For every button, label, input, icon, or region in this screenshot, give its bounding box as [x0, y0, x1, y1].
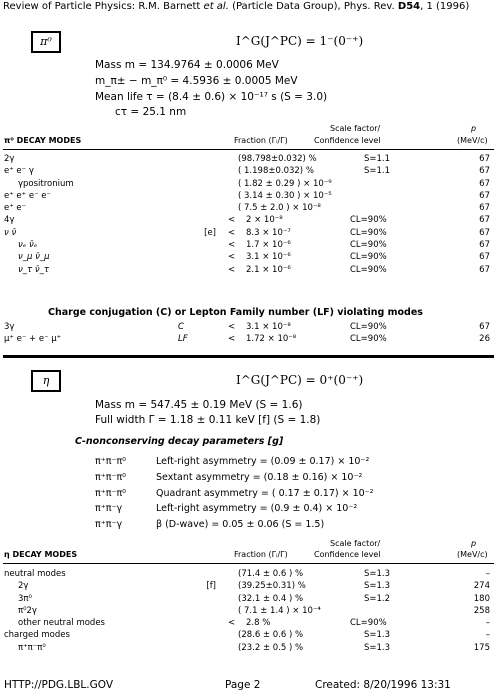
fraction: 1.72 × 10⁻⁸: [246, 334, 297, 345]
particle-symbol: η: [42, 374, 50, 387]
fraction: ( 3.14 ± 0.30 ) × 10⁻⁵: [238, 190, 332, 201]
quantum-numbers-pi0: I^G(J^PC) = 1⁻(0⁻⁺): [236, 34, 364, 48]
momentum: 175: [473, 642, 490, 653]
footnote-ref: [e]: [204, 227, 216, 238]
momentum: 67: [479, 240, 490, 251]
momentum: –: [485, 630, 490, 641]
momentum: –: [485, 618, 490, 629]
scale-cl: CL=90%: [350, 322, 387, 332]
fraction: 2.8 %: [246, 618, 271, 629]
momentum: –: [485, 569, 490, 579]
fraction: ( 7.1 ± 1.4 ) × 10⁻⁴: [238, 605, 321, 616]
fraction: 1.7 × 10⁻⁶: [246, 240, 291, 251]
table-row: [4, 334, 494, 346]
param-mode: π⁺π⁻π⁰: [95, 456, 126, 467]
momentum: 67: [479, 203, 490, 214]
momentum: 67: [479, 178, 490, 189]
scale-cl: CL=90%: [350, 618, 387, 629]
decay-mode: e⁺ e⁺ e⁻ e⁻: [4, 190, 51, 201]
scale-cl: S=1.2: [364, 593, 391, 604]
decay-mode: ν_τ ν̄_τ: [18, 264, 49, 275]
c-nonconserving-heading: C-nonconserving decay parameters [g]: [75, 436, 284, 447]
table-row: [4, 594, 494, 606]
momentum: 67: [479, 227, 490, 238]
particle-box-pi0: [31, 31, 61, 53]
decay-mode: other neutral modes: [18, 618, 105, 629]
fraction: ( 1.82 ± 0.29 ) × 10⁻⁹: [238, 178, 332, 189]
particle-box-eta: [31, 370, 61, 392]
footer-url[interactable]: HTTP://PDG.LBL.GOV: [4, 679, 114, 691]
pi0-header-modes: π⁰ DECAY MODES: [4, 136, 82, 145]
table-row: [4, 191, 494, 203]
decay-mode: 3γ: [4, 322, 15, 332]
decay-mode: 2γ: [18, 581, 29, 592]
param-value: Left-right asymmetry = (0.09 ± 0.17) × 10⁻²: [156, 456, 370, 467]
momentum: 67: [479, 154, 490, 164]
fraction: 8.3 × 10⁻⁷: [246, 227, 291, 238]
upper-limit-sign: <: [228, 215, 236, 226]
scale-cl: CL=90%: [350, 215, 387, 226]
scale-cl: CL=90%: [350, 264, 387, 275]
fraction: (32.1 ± 0.4 ) %: [238, 593, 304, 604]
pi0-ctau: cτ = 25.1 nm: [115, 106, 187, 118]
violating-modes-heading: Charge conjugation (C) or Lepton Family number (LF) violating modes: [48, 307, 423, 318]
momentum: 67: [479, 322, 490, 332]
decay-mode: e⁺ e⁻ γ: [4, 166, 34, 177]
decay-mode: 2γ: [4, 154, 15, 164]
scale-cl: S=1.1: [364, 154, 391, 164]
upper-limit-sign: <: [228, 227, 236, 238]
scale-cl: CL=90%: [350, 252, 387, 263]
table-row: [4, 618, 494, 630]
pi0-header-fraction: Fraction (Γᵢ/Γ): [234, 136, 288, 145]
momentum: 67: [479, 166, 490, 177]
param-value: Sextant asymmetry = (0.18 ± 0.16) × 10⁻²: [156, 472, 363, 483]
momentum: 274: [473, 581, 490, 592]
eta-header-fraction: Fraction (Γᵢ/Γ): [234, 550, 288, 559]
fraction: (71.4 ± 0.6 ) %: [238, 569, 304, 579]
footnote-ref: [f]: [206, 581, 216, 592]
header-group: (Particle Data Group), Phys. Rev.: [232, 1, 395, 12]
table-row: [4, 179, 494, 191]
param-mode: π⁺π⁻π⁰: [95, 488, 126, 499]
scale-cl: CL=90%: [350, 227, 387, 238]
table-row: [4, 581, 494, 593]
pi0-mass: Mass m = 134.9764 ± 0.0006 MeV: [95, 59, 279, 71]
table-row: [4, 630, 494, 642]
fraction: ( 7.5 ± 2.0 ) × 10⁻⁸: [238, 203, 321, 214]
eta-decay-table: [4, 569, 494, 655]
eta-full-width: Full width Γ = 1.18 ± 0.11 keV [f] (S = 1.8): [95, 414, 321, 426]
upper-limit-sign: <: [228, 240, 236, 251]
section-divider: [3, 355, 494, 358]
decay-mode: ν_μ ν̄_μ: [18, 252, 50, 263]
fraction: 3.1 × 10⁻⁸: [246, 322, 291, 332]
table-row: [4, 252, 494, 264]
upper-limit-sign: <: [228, 618, 236, 629]
eta-header-cl: Confidence level: [314, 550, 381, 559]
pi0-violating-table: [4, 322, 494, 347]
header-volume: D54: [397, 1, 421, 12]
scale-cl: S=1.1: [364, 166, 391, 177]
decay-mode: ν ν̄: [4, 227, 17, 238]
table-row: [4, 606, 494, 618]
table-row: [4, 203, 494, 215]
scale-cl: CL=90%: [350, 334, 387, 345]
scale-cl: S=1.3: [364, 581, 391, 592]
pi0-header-p-units: (MeV/c): [457, 136, 488, 145]
eta-header-scale: Scale factor/: [330, 539, 381, 548]
table-row: [4, 240, 494, 252]
decay-mode: μ⁺ e⁻ + e⁻ μ⁺: [4, 334, 62, 345]
header-journal-label: Review of Particle Physics:: [3, 1, 136, 12]
fraction: ( 1.198±0.032) %: [238, 166, 314, 177]
param-mode: π⁺π⁻π⁰: [95, 472, 126, 483]
momentum: 67: [479, 190, 490, 201]
decay-mode: neutral modes: [4, 569, 66, 579]
violation-type: LF: [178, 334, 188, 345]
param-value: Quadrant asymmetry = ( 0.17 ± 0.17) × 10⁻²: [156, 488, 374, 499]
upper-limit-sign: <: [228, 264, 236, 275]
table-row: [4, 265, 494, 277]
header-etal: et al.: [203, 1, 229, 12]
particle-symbol: π⁰: [40, 35, 52, 48]
pi0-header-cl: Confidence level: [314, 136, 381, 145]
momentum: 258: [473, 605, 490, 616]
param-mode: π⁺π⁻γ: [95, 519, 123, 530]
pi0-header-rule: [3, 149, 494, 150]
fraction: 2.1 × 10⁻⁶: [246, 264, 291, 275]
scale-cl: S=1.3: [364, 569, 391, 579]
decay-mode: charged modes: [4, 630, 70, 641]
footer-created: Created: 8/20/1996 13:31: [315, 679, 451, 691]
header-authors: R.M. Barnett: [138, 1, 201, 12]
eta-header-p-units: (MeV/c): [457, 550, 488, 559]
param-value: β (D-wave) = 0.05 ± 0.06 (S = 1.5): [156, 519, 325, 530]
fraction: (23.2 ± 0.5 ) %: [238, 642, 304, 653]
header-rest: , 1 (1996): [420, 1, 470, 12]
eta-header-modes: η DECAY MODES: [4, 550, 78, 559]
fraction: 3.1 × 10⁻⁶: [246, 252, 291, 263]
momentum: 67: [479, 252, 490, 263]
param-mode: π⁺π⁻γ: [95, 503, 123, 514]
table-row: [4, 569, 494, 581]
decay-mode: 4γ: [4, 215, 15, 226]
decay-mode: 3π⁰: [18, 593, 32, 604]
pi0-header-p: p: [471, 124, 477, 133]
upper-limit-sign: <: [228, 252, 236, 263]
table-row: [4, 643, 494, 655]
upper-limit-sign: <: [228, 334, 236, 345]
footer-page: Page 2: [225, 679, 261, 691]
scale-cl: CL=90%: [350, 240, 387, 251]
table-row: [4, 154, 494, 166]
fraction: (39.25±0.31) %: [238, 581, 306, 592]
fraction: (98.798±0.032) %: [238, 154, 317, 164]
upper-limit-sign: <: [228, 322, 236, 332]
quantum-numbers-eta: I^G(J^PC) = 0⁺(0⁻⁺): [236, 373, 364, 387]
table-row: [4, 215, 494, 227]
table-row: [4, 166, 494, 178]
pi0-mean-life: Mean life τ = (8.4 ± 0.6) × 10⁻¹⁷ s (S = 3.0): [95, 91, 328, 103]
momentum: 67: [479, 264, 490, 275]
pi0-header-scale: Scale factor/: [330, 124, 381, 133]
decay-mode: γpositronium: [18, 178, 74, 189]
decay-mode: e⁺ e⁻: [4, 203, 27, 214]
eta-header-p: p: [471, 539, 477, 548]
decay-mode: νₑ ν̄ₑ: [18, 240, 38, 251]
momentum: 67: [479, 215, 490, 226]
page-header: [3, 1, 469, 12]
momentum: 180: [473, 593, 490, 604]
pi0-decay-table: [4, 154, 494, 277]
momentum: 26: [479, 334, 490, 345]
decay-mode: π⁰2γ: [18, 605, 37, 616]
scale-cl: S=1.3: [364, 642, 391, 653]
scale-cl: S=1.3: [364, 630, 391, 641]
table-row: [4, 322, 494, 334]
eta-mass: Mass m = 547.45 ± 0.19 MeV (S = 1.6): [95, 399, 303, 411]
violation-type: C: [178, 322, 184, 332]
fraction: (28.6 ± 0.6 ) %: [238, 630, 304, 641]
pi0-mass-diff: m_π± − m_π⁰ = 4.5936 ± 0.0005 MeV: [95, 75, 298, 87]
eta-header-rule: [3, 563, 494, 564]
fraction: 2 × 10⁻⁸: [246, 215, 283, 226]
param-value: Left-right asymmetry = (0.9 ± 0.4) × 10⁻²: [156, 503, 358, 514]
table-row: [4, 228, 494, 240]
decay-mode: π⁺π⁻π⁰: [18, 642, 46, 653]
